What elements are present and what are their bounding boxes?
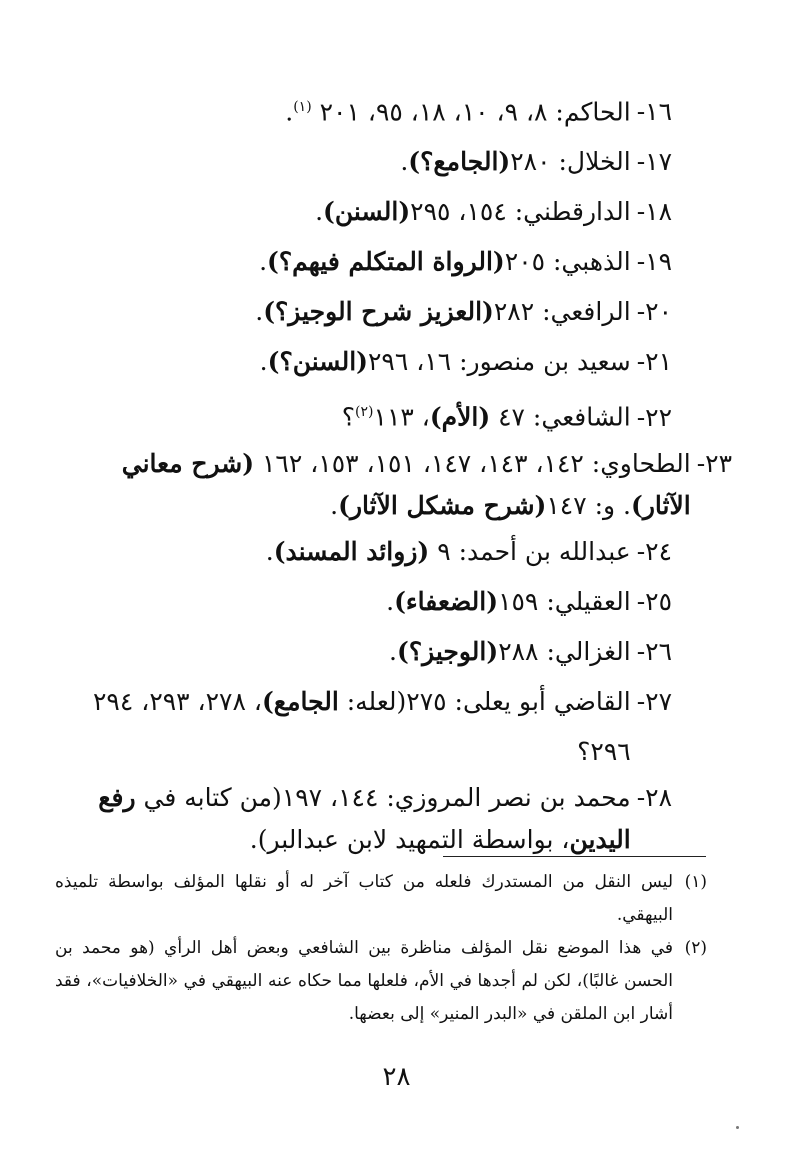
item-book-title-2: (شرح مشكل الآثار)	[338, 490, 547, 520]
item-text: الشافعي: ٤٧	[498, 402, 631, 432]
item-end: .	[249, 824, 258, 854]
item-book-title: (الضعفاء)	[394, 586, 499, 616]
item-book-title: (الجامع؟)	[408, 147, 511, 177]
footnote	[55, 866, 707, 932]
item-end: .	[255, 297, 264, 327]
list-item	[60, 137, 672, 187]
list-item	[60, 337, 672, 387]
item-text-continued: ، بواسطة التمهيد لابن عبدالبر)	[257, 824, 570, 854]
footnote-number: (١)	[684, 872, 707, 892]
item-number: ١٩-	[636, 247, 672, 277]
item-text: الخلال: ٢٨٠	[510, 147, 631, 177]
footnote-number: (٢)	[684, 938, 707, 958]
item-end: .	[386, 586, 395, 616]
list-item	[60, 677, 672, 777]
list-item	[60, 443, 732, 527]
item-number: ٢٣-	[696, 448, 732, 478]
item-number: ٢٥-	[636, 586, 672, 616]
item-number: ٢٢-	[636, 402, 672, 432]
item-book-title: (السنن)	[323, 197, 411, 227]
item-text: القاضي أبو يعلى: ٢٧٥(لعله:	[346, 686, 631, 716]
scan-speck	[736, 1126, 739, 1129]
item-text: العقيلي: ١٥٩	[498, 586, 631, 616]
item-book-title: رفع اليدين	[98, 782, 631, 854]
item-book-title: (الأم)	[429, 402, 491, 432]
item-number: ٢٠-	[636, 297, 672, 327]
item-book-title: (العزيز شرح الوجيز؟)	[263, 297, 494, 327]
item-number: ١٧-	[636, 147, 672, 177]
item-text: الدارقطني: ١٥٤، ٢٩٥	[410, 197, 631, 227]
item-book-title: (السنن؟)	[267, 347, 368, 377]
footnotes	[55, 866, 707, 1031]
list-item	[60, 527, 672, 577]
item-book-title: (الوجيز؟)	[397, 636, 499, 666]
list-item	[60, 777, 672, 861]
item-book-title: الجامع)	[261, 686, 339, 716]
item-number: ٢٧-	[636, 686, 672, 716]
item-book-title: (الرواة المتكلم فيهم؟)	[267, 247, 505, 277]
source-list	[60, 82, 732, 861]
page-number: ٢٨	[382, 1062, 411, 1092]
item-end: .	[259, 347, 268, 377]
item-book-title: (شرح معاني الآثار)	[121, 448, 691, 520]
item-text: الذهبي: ٢٠٥	[504, 247, 631, 277]
item-end: .	[259, 247, 268, 277]
item-end: .	[285, 97, 294, 127]
item-text: سعيد بن منصور: ١٦، ٢٩٦	[367, 347, 631, 377]
list-item	[60, 187, 672, 237]
footnote-marker: (٢)	[355, 404, 374, 421]
item-text-continued: ، ١١٣	[373, 402, 430, 432]
footnote-text: في هذا الموضع نقل المؤلف مناظرة بين الشافعي وبعض أهل الرأي (هو محمد بن الحسن غالبًا)، لكن لم أجدها في الأم، فلعلها مما حكاه عنه البيهقي في «الخلافيات»، فقد أشار ابن الملقن في «البدر المنير» إلى بعضها.	[55, 938, 673, 1024]
item-end: .	[315, 197, 324, 227]
item-end: .	[330, 490, 339, 520]
item-end: ؟	[577, 736, 591, 766]
item-book-title: (زوائد المسند)	[273, 536, 430, 566]
item-text: الرافعي: ٢٨٢	[493, 297, 631, 327]
item-number: ٢٨-	[636, 782, 672, 812]
list-item	[60, 627, 672, 677]
footnote-separator	[443, 856, 706, 857]
item-end: .	[400, 147, 409, 177]
item-text: محمد بن نصر المروزي: ١٤٤، ١٩٧(من كتابه في	[143, 782, 631, 812]
list-item	[60, 82, 672, 137]
item-text: الطحاوي: ١٤٢، ١٤٣، ١٤٧، ١٥١، ١٥٣، ١٦٢	[261, 448, 691, 478]
item-number: ٢٤-	[636, 536, 672, 566]
item-end: .	[389, 636, 397, 666]
list-item	[60, 287, 672, 337]
item-end: .	[265, 536, 274, 566]
item-text-continued: ، ٢٧٨، ٢٩٣، ٢٩٤ ٢٩٦	[93, 686, 631, 766]
item-text-continued: . و: ١٤٧	[546, 490, 631, 520]
footnote-marker: (١)	[293, 99, 312, 115]
footnote-text: ليس النقل من المستدرك فلعله من كتاب آخر له أو نقلها المؤلف بواسطة تلميذه البيهقي.	[55, 872, 673, 925]
item-end: ؟	[341, 402, 356, 432]
item-text: عبدالله بن أحمد: ٩	[437, 536, 631, 566]
item-number: ٢٦-	[636, 636, 672, 666]
list-item	[60, 577, 672, 627]
list-item	[60, 387, 672, 442]
item-text: الحاكم: ٨، ٩، ١٠، ١٨، ٩٥، ٢٠١	[319, 97, 631, 127]
footnote	[55, 932, 707, 1031]
item-number: ١٦-	[636, 97, 672, 127]
item-text: الغزالي: ٢٨٨	[498, 636, 631, 666]
item-number: ١٨-	[636, 197, 672, 227]
item-number: ٢١-	[636, 347, 672, 377]
list-item	[60, 237, 672, 287]
